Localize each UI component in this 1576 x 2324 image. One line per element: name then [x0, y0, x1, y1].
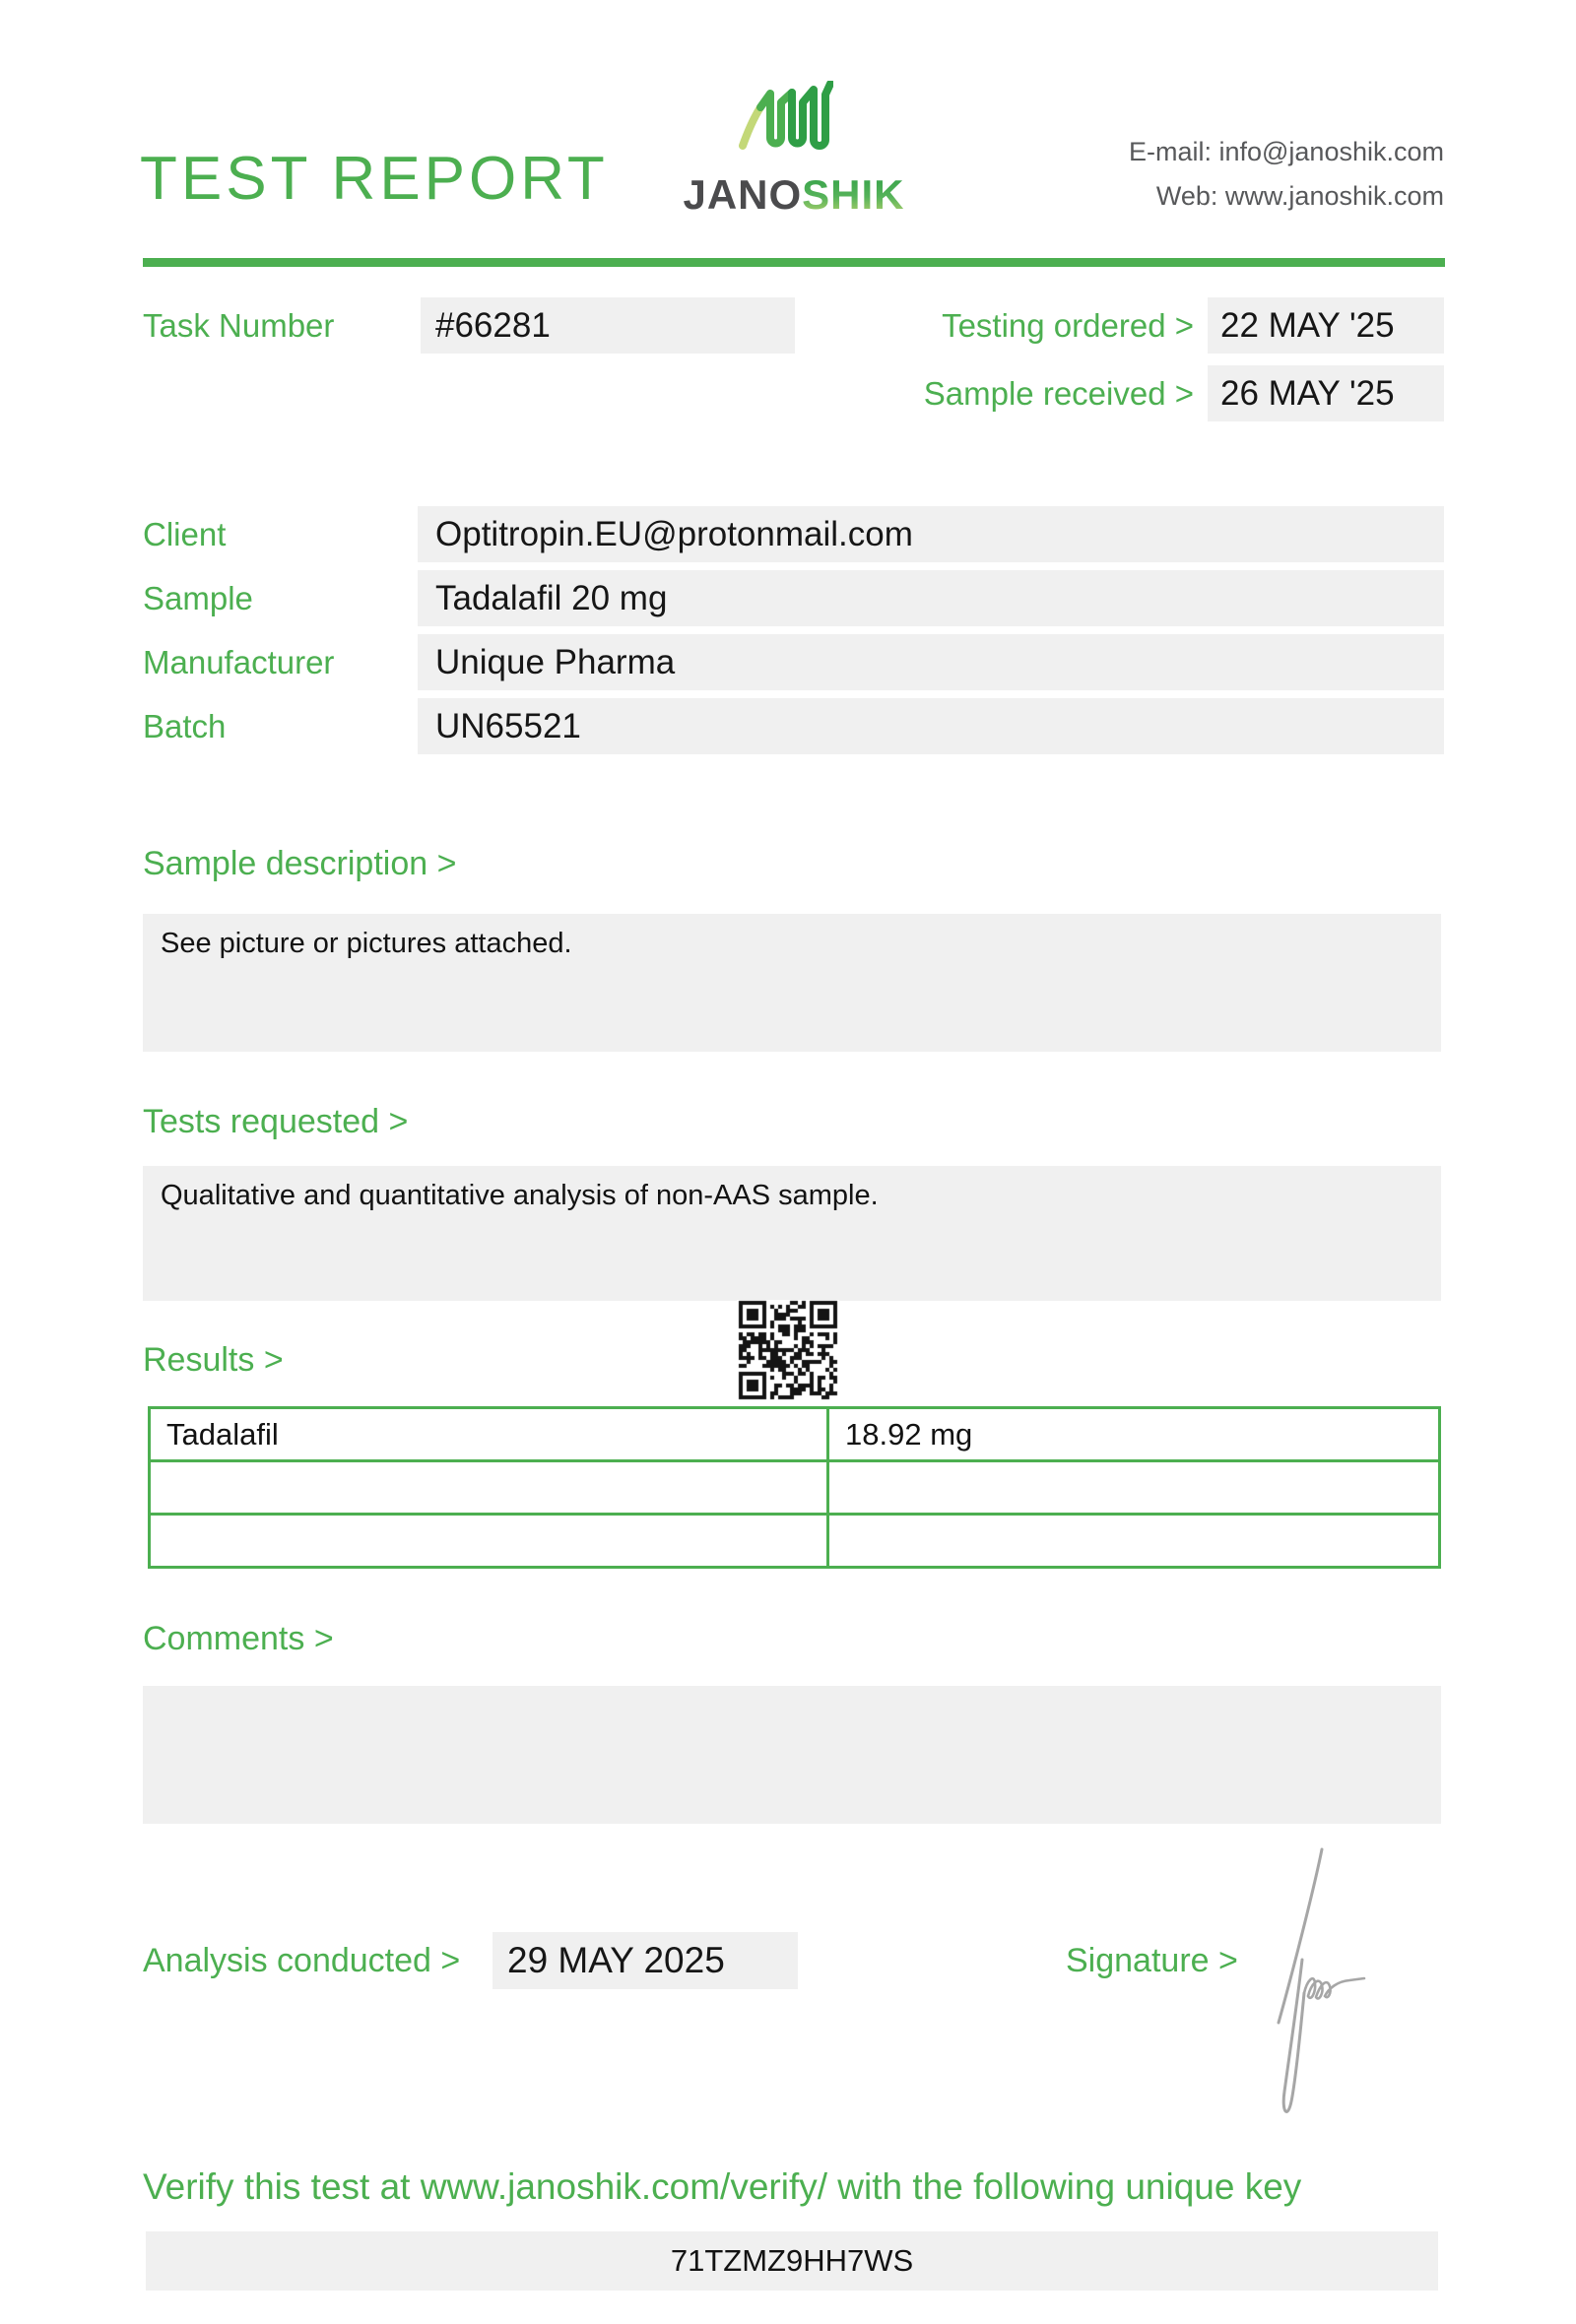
- sample-description-heading: Sample description >: [143, 845, 457, 882]
- signature-image: [1263, 1843, 1396, 2129]
- brand-wordmark: [678, 171, 910, 219]
- janoshik-chart-logo-icon: [735, 81, 833, 167]
- batch-value: UN65521: [418, 698, 1444, 754]
- brand-shik: SHIK: [802, 171, 905, 218]
- results-table: [148, 1406, 1441, 1569]
- unique-key-value: 71TZMZ9HH7WS: [146, 2231, 1438, 2291]
- testing-ordered-value: 22 MAY '25: [1208, 297, 1444, 354]
- amount-cell: [828, 1515, 1440, 1568]
- testing-ordered-label: Testing ordered >: [942, 307, 1194, 344]
- contact-block: [1129, 130, 1444, 219]
- analyte-cell: [150, 1461, 828, 1515]
- signature-label: Signature >: [1066, 1942, 1238, 1979]
- analyte-cell: [150, 1515, 828, 1568]
- amount-cell: [828, 1461, 1440, 1515]
- tests-requested-box: Qualitative and quantitative analysis of non-AAS sample.: [143, 1166, 1441, 1301]
- results-row: [150, 1461, 1440, 1515]
- analysis-conducted-label: Analysis conducted >: [143, 1942, 461, 1979]
- sample-received-label: Sample received >: [923, 375, 1194, 412]
- brand-jano: JANO: [683, 171, 803, 218]
- sample-label: Sample: [143, 580, 253, 616]
- client-label: Client: [143, 516, 227, 552]
- sample-description-box: See picture or pictures attached.: [143, 914, 1441, 1052]
- task-number-value: #66281: [421, 297, 795, 354]
- amount-cell: 18.92 mg: [828, 1408, 1440, 1461]
- manufacturer-value: Unique Pharma: [418, 634, 1444, 690]
- qr-code: [737, 1300, 839, 1400]
- task-number-label: Task Number: [143, 307, 335, 344]
- header-divider: [143, 258, 1445, 267]
- tests-requested-heading: Tests requested >: [143, 1103, 409, 1140]
- results-row: [150, 1515, 1440, 1568]
- client-value: Optitropin.EU@protonmail.com: [418, 506, 1444, 562]
- analysis-conducted-value: 29 MAY 2025: [492, 1932, 798, 1989]
- contact-web: Web: www.janoshik.com: [1155, 181, 1444, 211]
- analyte-cell: Tadalafil: [150, 1408, 828, 1461]
- comments-box: [143, 1686, 1441, 1824]
- sample-value: Tadalafil 20 mg: [418, 570, 1444, 626]
- results-heading: Results >: [143, 1341, 284, 1379]
- comments-heading: Comments >: [143, 1620, 334, 1657]
- verify-instruction: Verify this test at www.janoshik.com/verify/ with the following unique key: [143, 2166, 1302, 2207]
- page-title: TEST REPORT: [140, 145, 609, 213]
- results-row: [150, 1408, 1440, 1461]
- sample-received-value: 26 MAY '25: [1208, 365, 1444, 421]
- batch-label: Batch: [143, 708, 227, 744]
- contact-email: E-mail: info@janoshik.com: [1128, 137, 1444, 166]
- manufacturer-label: Manufacturer: [143, 644, 335, 680]
